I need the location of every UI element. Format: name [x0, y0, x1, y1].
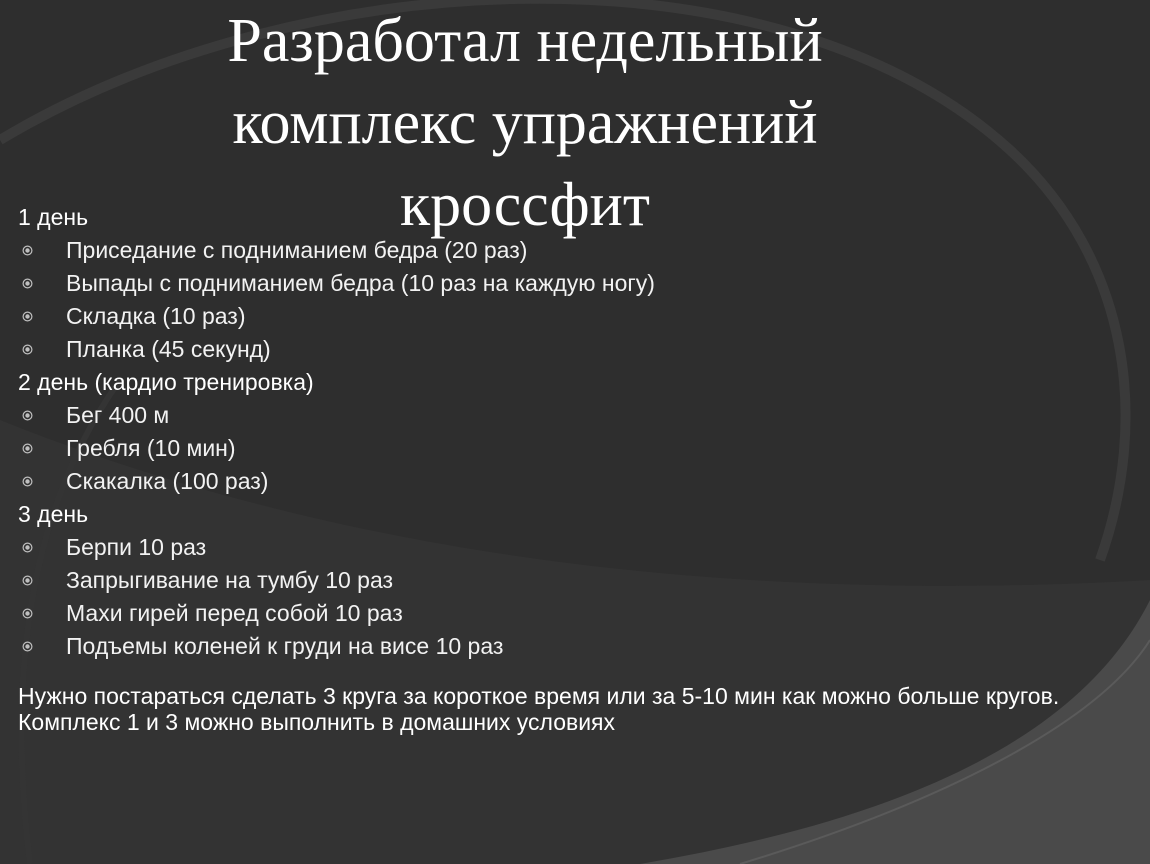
list-item	[18, 267, 1138, 300]
list-item	[18, 465, 1138, 498]
list-item	[18, 333, 1138, 366]
list-item-text: Скакалка (100 раз)	[66, 468, 269, 494]
title-line: комплекс упражнений	[232, 89, 818, 157]
circle-dot-bullet-icon	[22, 641, 33, 652]
circle-dot-bullet-icon	[22, 542, 33, 553]
title-line: кроссфит	[400, 171, 650, 239]
circle-dot-bullet-icon	[22, 443, 33, 454]
list-item	[18, 300, 1138, 333]
list-item-text: Махи гирей перед собой 10 раз	[66, 600, 403, 626]
list-item-text: Планка (45 секунд)	[66, 336, 271, 362]
list-item	[18, 597, 1138, 630]
circle-dot-bullet-icon	[22, 575, 33, 586]
list-item-text: Запрыгивание на тумбу 10 раз	[66, 567, 394, 593]
list-item	[18, 399, 1138, 432]
circle-dot-bullet-icon	[22, 278, 33, 289]
circle-dot-bullet-icon	[22, 476, 33, 487]
circle-dot-bullet-icon	[22, 311, 33, 322]
day-heading: 3 день	[18, 501, 89, 527]
circle-dot-bullet-icon	[22, 344, 33, 355]
list-item-text: Гребля (10 мин)	[66, 435, 236, 461]
list-item	[18, 564, 1138, 597]
list-item	[18, 630, 1138, 663]
list-item-text: Подъемы коленей к груди на висе 10 раз	[66, 633, 504, 659]
list-item-text: Бег 400 м	[66, 402, 170, 428]
summary-text: Нужно постараться сделать 3 круга за короткое время или за 5-10 мин как можно больше кругов. Комплекс 1 и 3 можно выполнить в домашних условиях	[18, 683, 1060, 735]
day-heading: 1 день	[18, 204, 89, 230]
list-item-text: Берпи 10 раз	[66, 534, 207, 560]
exercise-list	[18, 201, 1138, 735]
circle-dot-bullet-icon	[22, 608, 33, 619]
list-item	[18, 234, 1138, 267]
day-heading: 2 день (кардио тренировка)	[18, 369, 314, 395]
list-item	[18, 531, 1138, 564]
list-item-text: Складка (10 раз)	[66, 303, 246, 329]
list-item-text: Выпады с подниманием бедра (10 раз на каждую ногу)	[66, 270, 655, 296]
list-item	[18, 432, 1138, 465]
circle-dot-bullet-icon	[22, 245, 33, 256]
title-line: Разработал недельный	[227, 7, 823, 75]
list-item-text: Приседание с подниманием бедра (20 раз)	[66, 237, 528, 263]
circle-dot-bullet-icon	[22, 410, 33, 421]
